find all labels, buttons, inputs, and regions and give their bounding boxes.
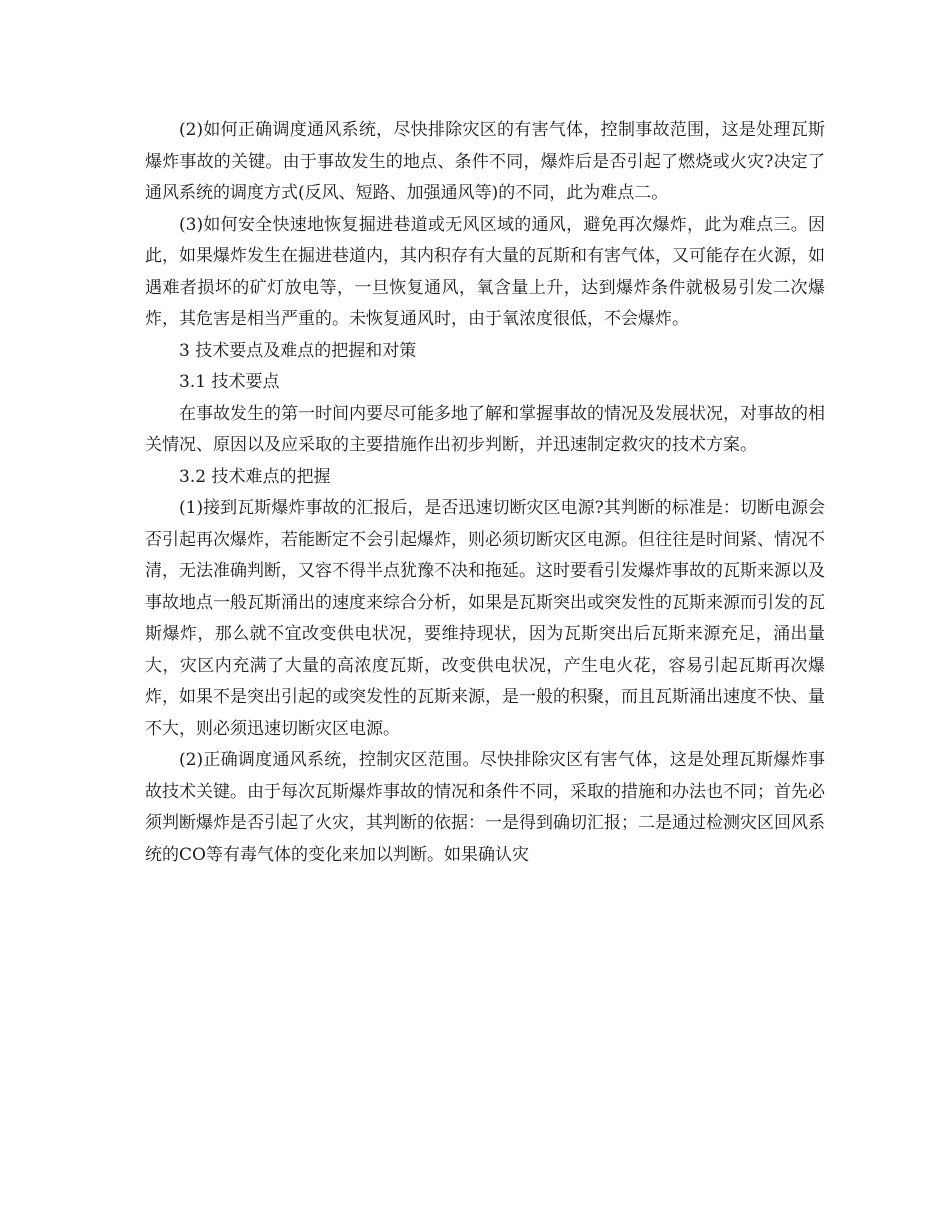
paragraph-ventilation-control: (2)正确调度通风系统，控制灾区范围。尽快排除灾区有害气体，这是处理瓦斯爆炸事故技术关键。由于每次瓦斯爆炸事故的情况和条件不同，采取的措施和办法也不同；首先必须判断爆炸是否引起了火灾，其判断的依据：一是得到确切汇报；二是通过检测灾区回风系统的CO等有毒气体的变化来加以判断。如果确认灾 (145, 750, 825, 865)
section-heading-3: 3 技术要点及难点的把握和对策 (179, 340, 417, 361)
paragraph-difficulty-2: (2)如何正确调度通风系统，尽快排除灾区的有害气体，控制事故范围，这是处理瓦斯爆炸事故的关键。由于事故发生的地点、条件不同，爆炸后是否引起了燃烧或火灾?决定了通风系统的调度方式(反风、短路、加强通风等)的不同，此为难点二。 (145, 120, 825, 203)
subsection-heading-3-1: 3.1 技术要点 (179, 372, 280, 392)
subsection-heading-3-2: 3.2 技术难点的把握 (179, 466, 331, 487)
paragraph-difficulty-3: (3)如何安全快速地恢复掘进巷道或无风区域的通风，避免再次爆炸，此为难点三。因此，如果爆炸发生在掘进巷道内，其内积存有大量的瓦斯和有害气体，又可能存在火源，如遇难者损坏的矿灯放电等，一旦恢复通风，氧含量上升，达到爆炸条件就极易引发二次爆炸，其危害是相当严重的。未恢复通风时，由于氧浓度很低，不会爆炸。 (145, 214, 825, 329)
document-body (145, 115, 825, 871)
paragraph-technical-points: 在事故发生的第一时间内要尽可能多地了解和掌握事故的情况及发展状况，对事故的相关情况、原因以及应采取的主要措施作出初步判断，并迅速制定救灾的技术方案。 (145, 403, 825, 455)
paragraph-power-cutoff: (1)接到瓦斯爆炸事故的汇报后，是否迅速切断灾区电源?其判断的标准是：切断电源会否引起再次爆炸，若能断定不会引起爆炸，则必须切断灾区电源。但往往是时间紧、情况不清，无法准确判断，又容不得半点犹豫不决和拖延。这时要看引发爆炸事故的瓦斯来源以及事故地点一般瓦斯涌出的速度来综合分析，如果是瓦斯突出或突发性的瓦斯来源而引发的瓦斯爆炸，那么就不宜改变供电状况，要维持现状，因为瓦斯突出后瓦斯来源充足，涌出量大，灾区内充满了大量的高浓度瓦斯，改变供电状况，产生电火花，容易引起瓦斯再次爆炸，如果不是突出引起的或突发性的瓦斯来源，是一般的积聚，而且瓦斯涌出速度不快、量不大，则必须迅速切断灾区电源。 (145, 498, 825, 739)
